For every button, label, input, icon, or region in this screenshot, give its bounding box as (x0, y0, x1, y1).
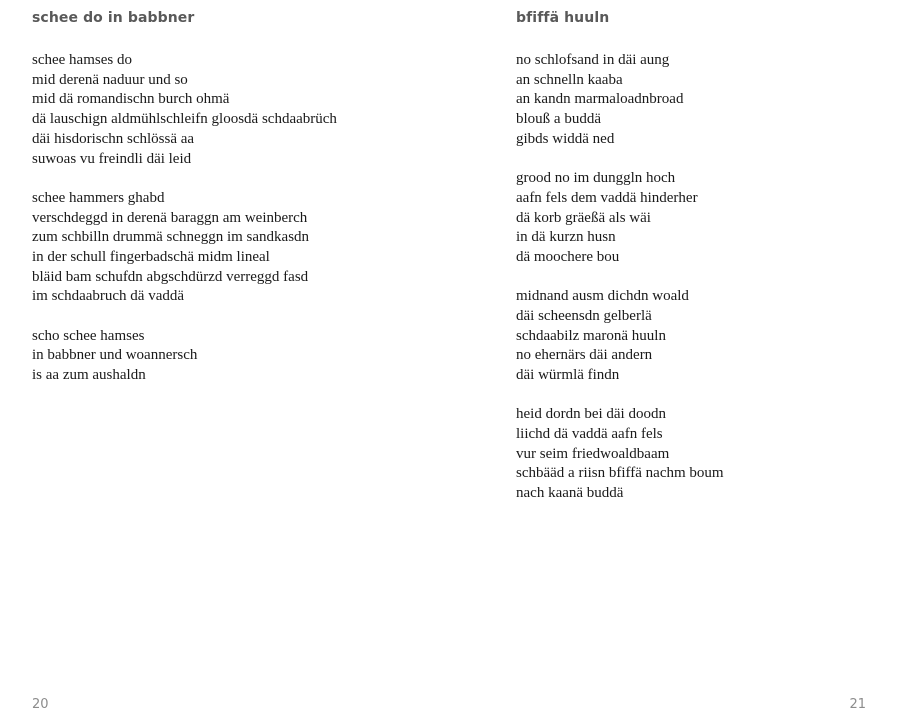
poem-line: im schdaabruch dä vaddä (32, 288, 185, 305)
poem-line: bläid bam schufdn abgschdürzd verreggd fasd (32, 268, 309, 285)
poem-line: däi scheensdn gelberlä (516, 307, 652, 324)
poem-line: verschdeggd in derenä baraggn am weinberch (32, 209, 308, 226)
poem-line: vur seim friedwoaldbaam (516, 445, 670, 462)
stanza (516, 405, 724, 504)
poem-line: is aa zum aushaldn (32, 367, 146, 384)
poem-line: no ehernärs däi andern (516, 347, 653, 364)
poem-line: schbääd a riisn bfiffä nachm boum (516, 465, 724, 482)
stanza (32, 189, 337, 307)
poem-line: suwoas vu freindli däi leid (32, 150, 192, 167)
page-number: 20 (32, 697, 49, 712)
poem-line: nach kaanä buddä (516, 485, 624, 502)
poem-title: schee do in babbner (32, 10, 195, 26)
poem-line: scho schee hamses (32, 327, 145, 344)
stanza (516, 169, 724, 268)
poem-line: schee hamses do (32, 52, 132, 68)
poem-line: aafn fels dem vaddä hinderher (516, 189, 698, 206)
page-number: 21 (849, 697, 866, 712)
poem-line: schee hammers ghabd (32, 189, 165, 206)
poem-line: zum schbilln drummä schneggn im sandkasdn (32, 229, 310, 246)
poem-line: dä lauschign aldmühlschleifn gloosdä schdaabrüch (32, 111, 337, 128)
poem-line: an schnelln kaaba (516, 71, 623, 88)
stanza (32, 327, 337, 386)
poem-line: in babbner und woannersch (32, 347, 198, 364)
poem-line: blouß a buddä (516, 111, 601, 128)
poem-line: gibds widdä ned (516, 130, 615, 147)
poem-line: grood no im dunggln hoch (516, 170, 676, 187)
stanza (516, 287, 724, 386)
poem-line: schdaabilz maronä huuln (516, 327, 666, 344)
right-page (449, 0, 898, 718)
poem-line: liichd dä vaddä aafn fels (516, 426, 663, 443)
poem-line: no schlofsand in däi aung (516, 52, 670, 68)
poem-line: dä korb gräeßä als wäi (516, 209, 651, 226)
poem-line: in dä kurzn husn (516, 229, 616, 246)
poem-title: bfiffä huuln (516, 10, 610, 26)
stanza (32, 51, 337, 169)
poem-line: däi würmlä findn (516, 367, 620, 384)
poem-line: midnand ausm dichdn woald (516, 288, 689, 305)
poem-body (516, 51, 724, 523)
poem-body (32, 51, 337, 405)
stanza (516, 51, 724, 150)
poem-line: heid dordn bei däi doodn (516, 406, 666, 423)
poem-line: mid dä romandischn burch ohmä (32, 91, 230, 108)
poem-line: in der schull fingerbadschä midm lineal (32, 248, 270, 265)
poem-line: däi hisdorischn schlössä aa (32, 130, 195, 147)
poem-line: dä moochere bou (516, 248, 620, 265)
poem-line: mid derenä naduur und so (32, 71, 188, 88)
poem-line: an kandn marmaloadnbroad (516, 91, 684, 108)
